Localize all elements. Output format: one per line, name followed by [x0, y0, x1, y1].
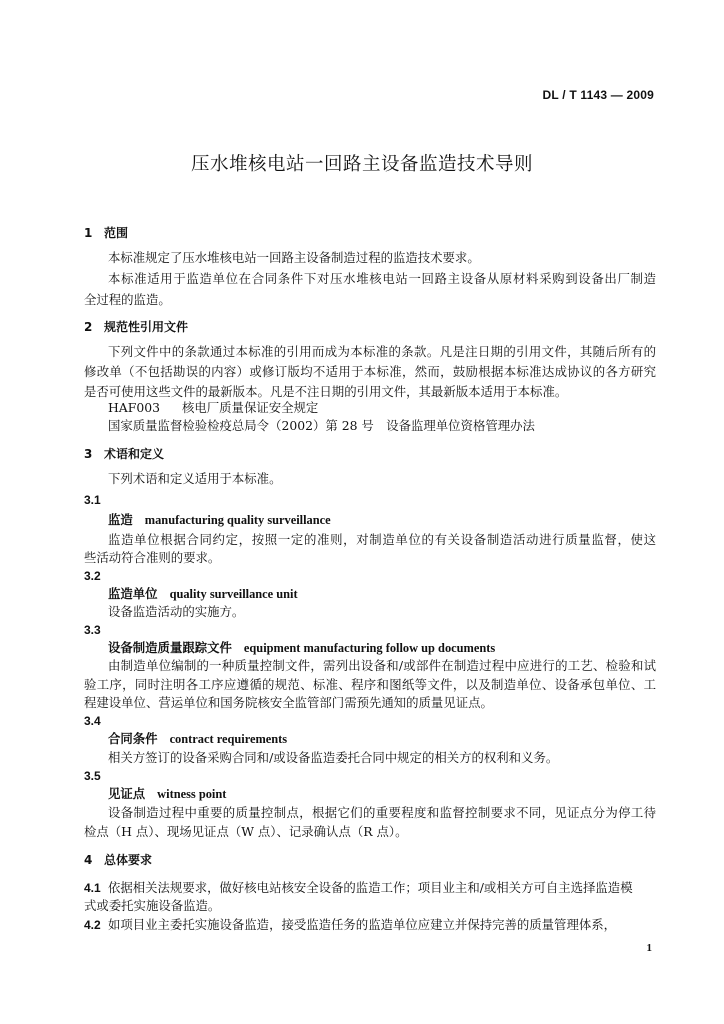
- section-2-number: 2: [84, 320, 93, 334]
- section-1-para-1: 本标准规定了压水堆核电站一回路主设备制造过程的监造技术要求。: [108, 250, 480, 265]
- section-1-para-2-line-1: 本标准适用于监造单位在合同条件下对压水堆核电站一回路主设备从原材料采购到设备出厂制造: [108, 271, 656, 286]
- reference-1-code: HAF003: [108, 400, 161, 415]
- clause-4-2-text: 如项目业主委托实施设备监造，接受监造任务的监造单位应建立并保持完善的质量管理体系，: [108, 917, 617, 932]
- term-3-1-heading: [108, 512, 656, 528]
- section-3-intro: 下列术语和定义适用于本标准。: [108, 471, 282, 486]
- term-3-5-en: witness point: [157, 787, 227, 801]
- section-4-title: 总体要求: [104, 853, 153, 867]
- term-3-1-def-line-2: 些活动符合准则的要求。: [84, 550, 221, 565]
- term-3-2-def-line-1: 设备监造活动的实施方。: [108, 604, 245, 619]
- clause-4-1-text: 依据相关法规要求，做好核电站核安全设备的监造工作；项目业主和/或相关方可自主选择监造模: [108, 880, 633, 895]
- section-4-heading: [84, 852, 656, 868]
- term-3-2-zh: 监造单位: [108, 586, 158, 601]
- term-3-1-en: manufacturing quality surveillance: [144, 513, 331, 527]
- section-2-para-line-2: 修改单（不包括勘误的内容）或修订版均不适用于本标准，然而，鼓励根据本标准达成协议的各方研究: [84, 364, 656, 379]
- term-3-4-def-line-1: 相关方签订的设备采购合同和/或设备监造委托合同中规定的相关方的权利和义务。: [108, 750, 559, 765]
- section-2-para-line-1: 下列文件中的条款通过本标准的引用而成为本标准的条款。凡是注日期的引用文件，其随后所有的: [108, 344, 656, 359]
- term-3-2-number: 3.2: [84, 569, 101, 583]
- term-3-3-zh: 设备制造质量跟踪文件: [108, 640, 232, 655]
- clause-4-1-line-2: 式或委托实施设备监造。: [84, 898, 221, 913]
- reference-2: 国家质量监督检验检疫总局令（2002）第 28 号 设备监理单位资格管理办法: [108, 418, 535, 433]
- document-title: 压水堆核电站一回路主设备监造技术导则: [190, 154, 533, 175]
- term-3-5-zh: 见证点: [108, 786, 146, 801]
- term-3-4-heading: [108, 731, 656, 747]
- clause-4-1-line-1: [84, 880, 656, 896]
- standard-code: DL / T 1143 — 2009: [542, 88, 654, 102]
- section-1-number: 1: [84, 226, 93, 240]
- reference-1-title: 核电厂质量保证安全规定: [182, 400, 319, 415]
- term-3-5-number: 3.5: [84, 769, 101, 783]
- clause-4-2-line-1: [84, 917, 656, 933]
- section-1-title: 范围: [104, 226, 129, 240]
- term-3-3-def-line-3: 程建设单位、营运单位和国务院核安全监管部门需预先通知的质量见证点。: [84, 695, 493, 710]
- term-3-1-def-line-1: 监造单位根据合同约定，按照一定的准则，对制造单位的有关设备制造活动进行质量监督，使这: [108, 532, 656, 547]
- section-3-number: 3: [84, 447, 93, 461]
- term-3-4-en: contract requirements: [169, 732, 288, 746]
- section-2-para-line-3: 是否可使用这些文件的最新版本。凡是不注日期的引用文件，其最新版本适用于本标准。: [84, 384, 568, 399]
- term-3-2-en: quality surveillance unit: [169, 587, 298, 601]
- reference-1: [108, 400, 656, 416]
- term-3-3-number: 3.3: [84, 623, 101, 637]
- term-3-2-heading: [108, 586, 656, 602]
- term-3-5-heading: [108, 786, 656, 802]
- clause-4-2-number: 4.2: [84, 918, 101, 932]
- clause-4-1-number: 4.1: [84, 881, 101, 895]
- section-3-heading: [84, 446, 656, 462]
- section-3-title: 术语和定义: [104, 447, 165, 461]
- section-4-number: 4: [84, 853, 93, 867]
- section-2-title: 规范性引用文件: [104, 320, 189, 334]
- page-number: 1: [646, 942, 652, 954]
- term-3-5-def-line-2: 检点（H 点）、现场见证点（W 点）、记录确认点（R 点）。: [84, 824, 408, 839]
- term-3-1-zh: 监造: [108, 512, 133, 527]
- section-1-heading: [84, 225, 656, 241]
- term-3-3-heading: [108, 640, 656, 656]
- term-3-4-zh: 合同条件: [108, 731, 158, 746]
- section-1-para-2-line-2: 全过程的监造。: [84, 292, 171, 307]
- term-3-3-def-line-2: 验工序，同时注明各工序应遵循的规范、标准、程序和图纸等文件，以及制造单位、设备承包单位、工: [84, 677, 656, 692]
- term-3-5-def-line-1: 设备制造过程中重要的质量控制点，根据它们的重要程度和监督控制要求不同，见证点分为停工待: [108, 805, 656, 820]
- term-3-3-def-line-1: 由制造单位编制的一种质量控制文件，需列出设备和/或部件在制造过程中应进行的工艺、检验和试: [108, 658, 656, 673]
- term-3-4-number: 3.4: [84, 714, 101, 728]
- section-2-heading: [84, 319, 656, 335]
- term-3-1-number: 3.1: [84, 493, 101, 507]
- term-3-3-en: equipment manufacturing follow up documents: [243, 641, 496, 655]
